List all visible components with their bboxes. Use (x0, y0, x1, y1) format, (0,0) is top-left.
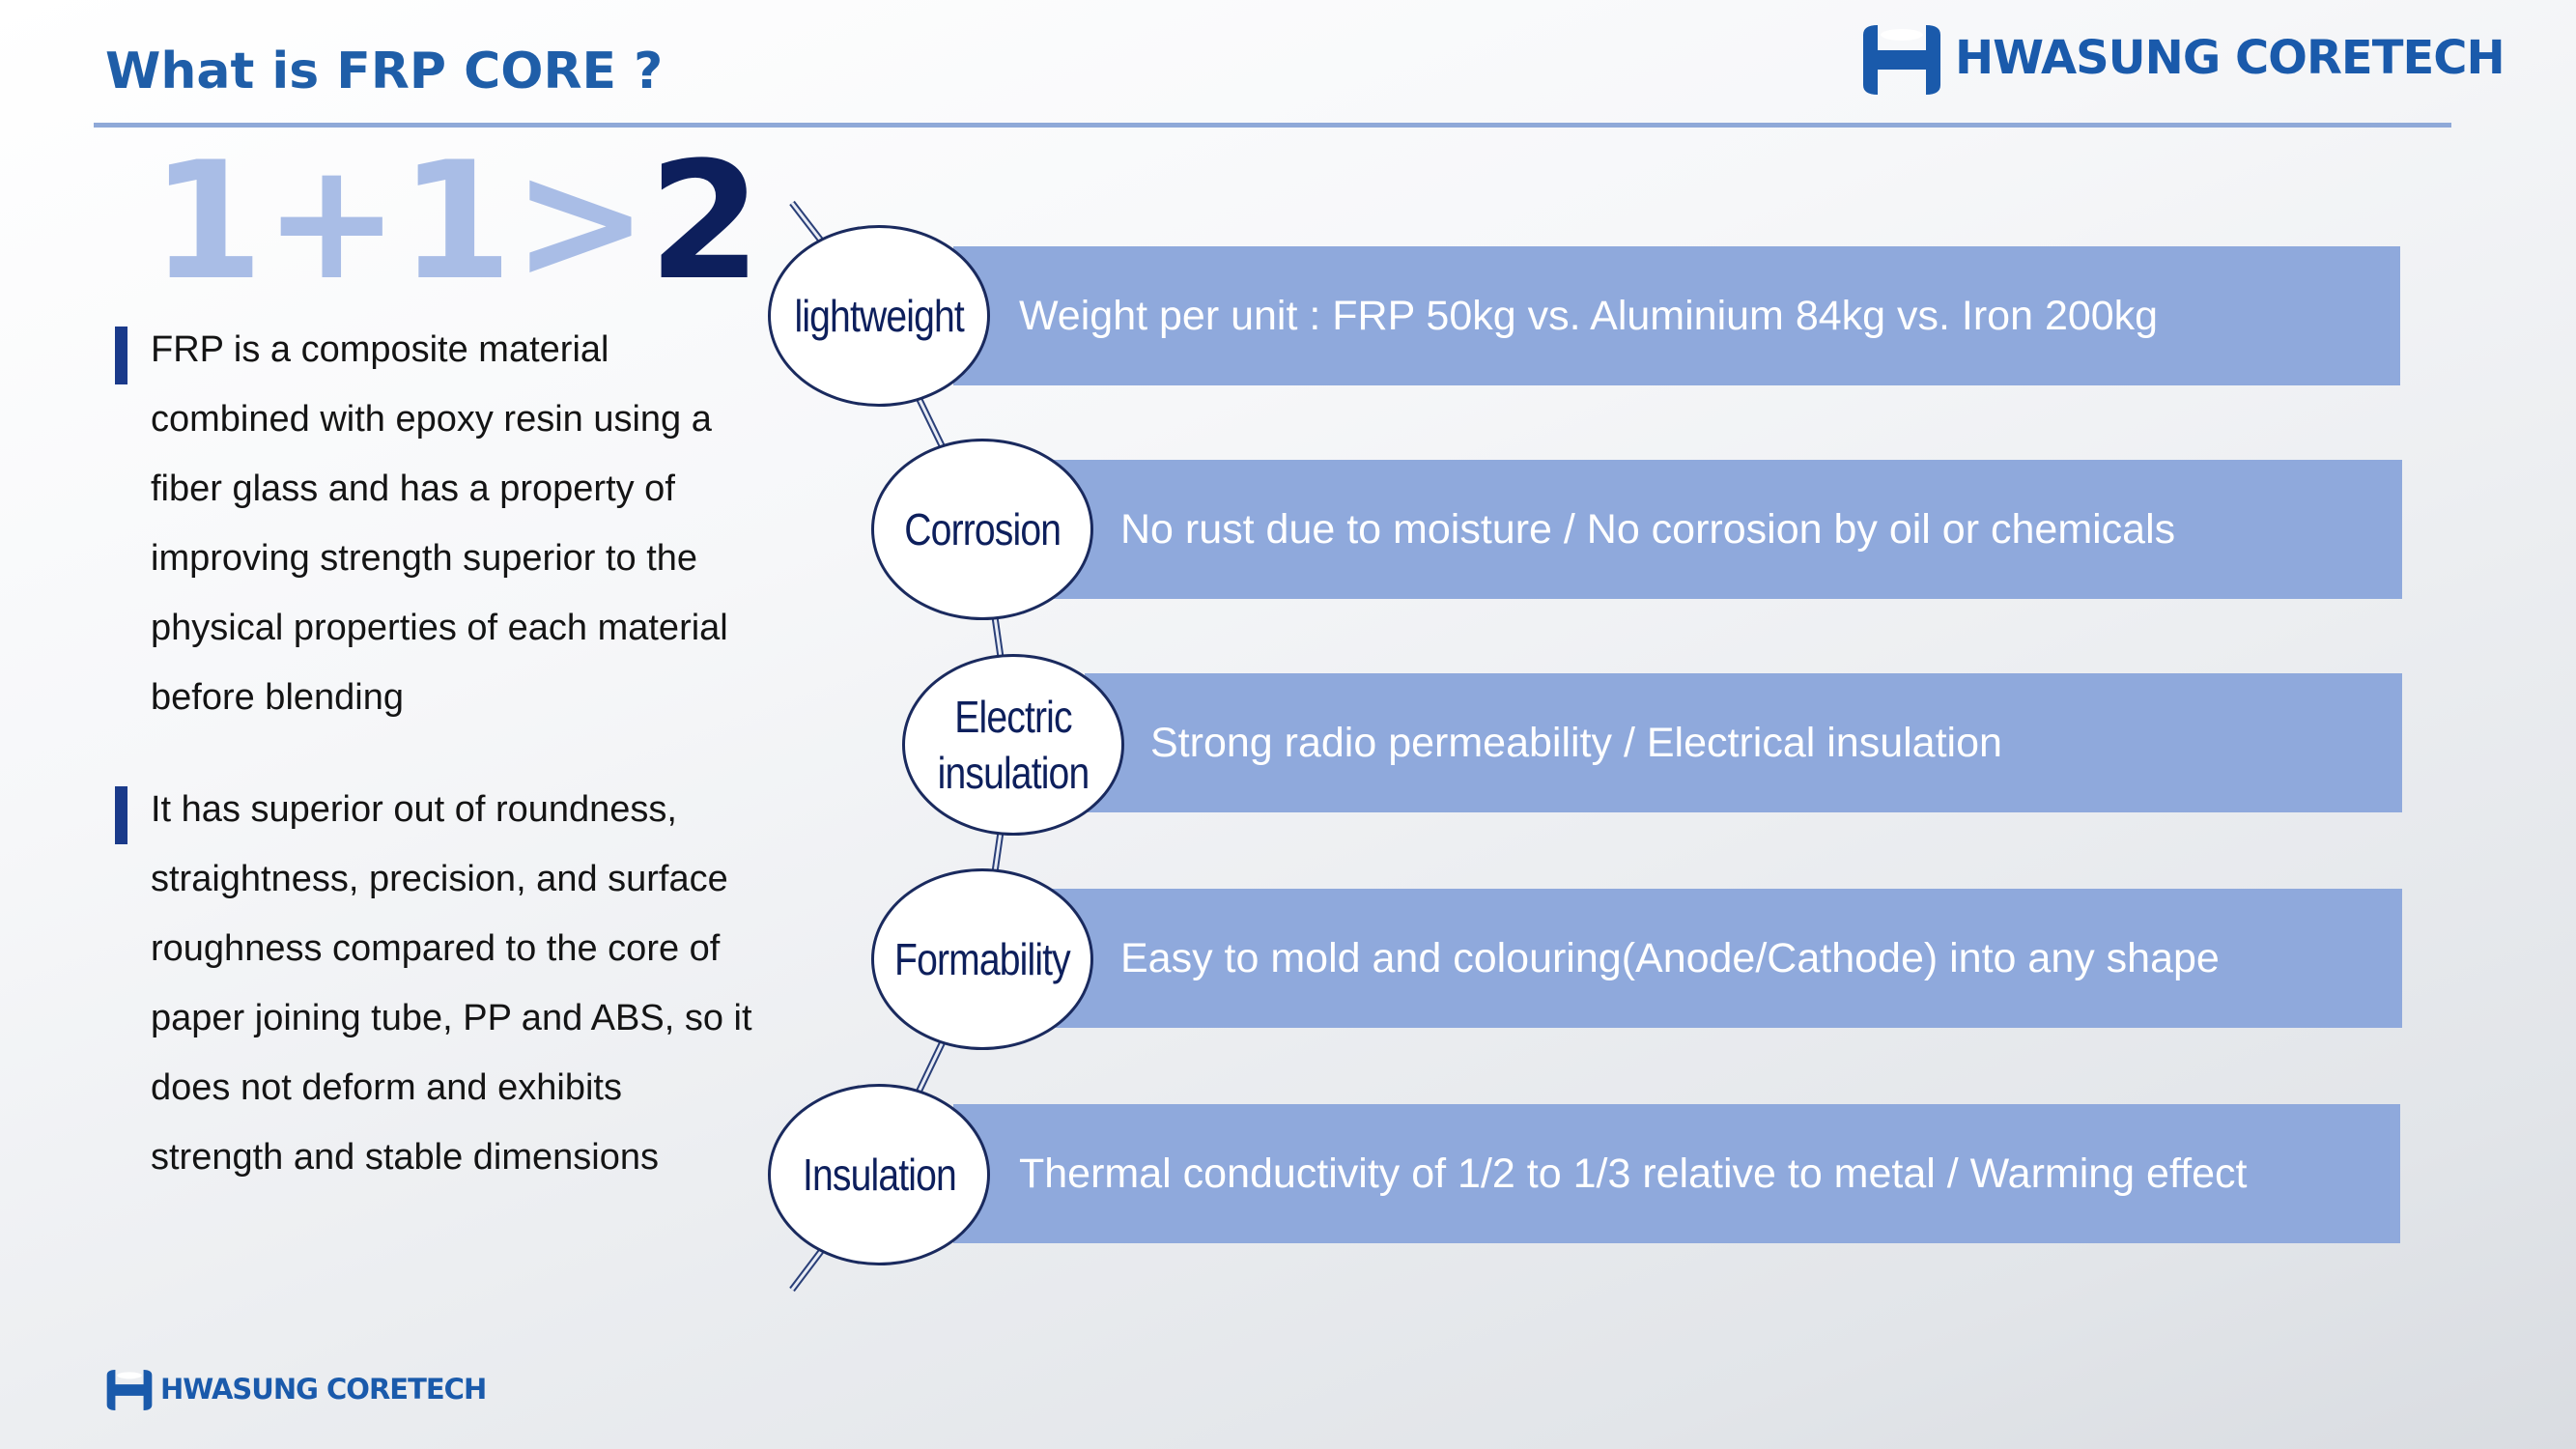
feature-circle-electric-insulation (902, 654, 1124, 836)
footer-brand-name: HWASUNG CORETECH (160, 1373, 487, 1406)
paragraph-2: It has superior out of roundness, straightness, precision, and surface roughness compared to the core of paper joining tube, PP and ABS, so it does not deform and exhibits strength and stable dimensions (151, 789, 752, 1178)
feature-circle-insulation (768, 1084, 990, 1265)
footer-logo (106, 1370, 153, 1415)
headline-right: 2 (648, 127, 762, 316)
feature-text: Easy to mold and colouring(Anode/Cathode) into any shape (1120, 935, 2220, 981)
feature-label: Insulation (802, 1150, 956, 1200)
paragraph-1: FRP is a composite material combined with epoxy resin using a fiber glass and has a property of improving strength superior to the physical properties of each material before blending (151, 329, 728, 718)
feature-label: Formability (894, 934, 1070, 984)
feature-label: Electric insulation (937, 692, 1090, 798)
feature-text: Strong radio permeability / Electrical insulation (1150, 720, 2002, 766)
logo-h-icon (106, 1370, 153, 1410)
headline-left: 1+1> (151, 127, 649, 316)
feature-text: No rust due to moisture / No corrosion by oil or chemicals (1120, 506, 2176, 553)
feature-text: Weight per unit : FRP 50kg vs. Aluminium 84kg vs. Iron 200kg (1019, 293, 2159, 339)
page-title: What is FRP CORE ? (105, 43, 664, 100)
brand-name: HWASUNG CORETECH (1955, 31, 2505, 85)
feature-circle-formability (871, 868, 1093, 1050)
feature-label: Corrosion (904, 504, 1061, 554)
feature-circle-lightweight (768, 225, 990, 407)
feature-label: lightweight (794, 291, 964, 341)
feature-text: Thermal conductivity of 1/2 to 1/3 relative to metal / Warming effect (1019, 1151, 2248, 1197)
feature-circle-corrosion (871, 439, 1093, 620)
